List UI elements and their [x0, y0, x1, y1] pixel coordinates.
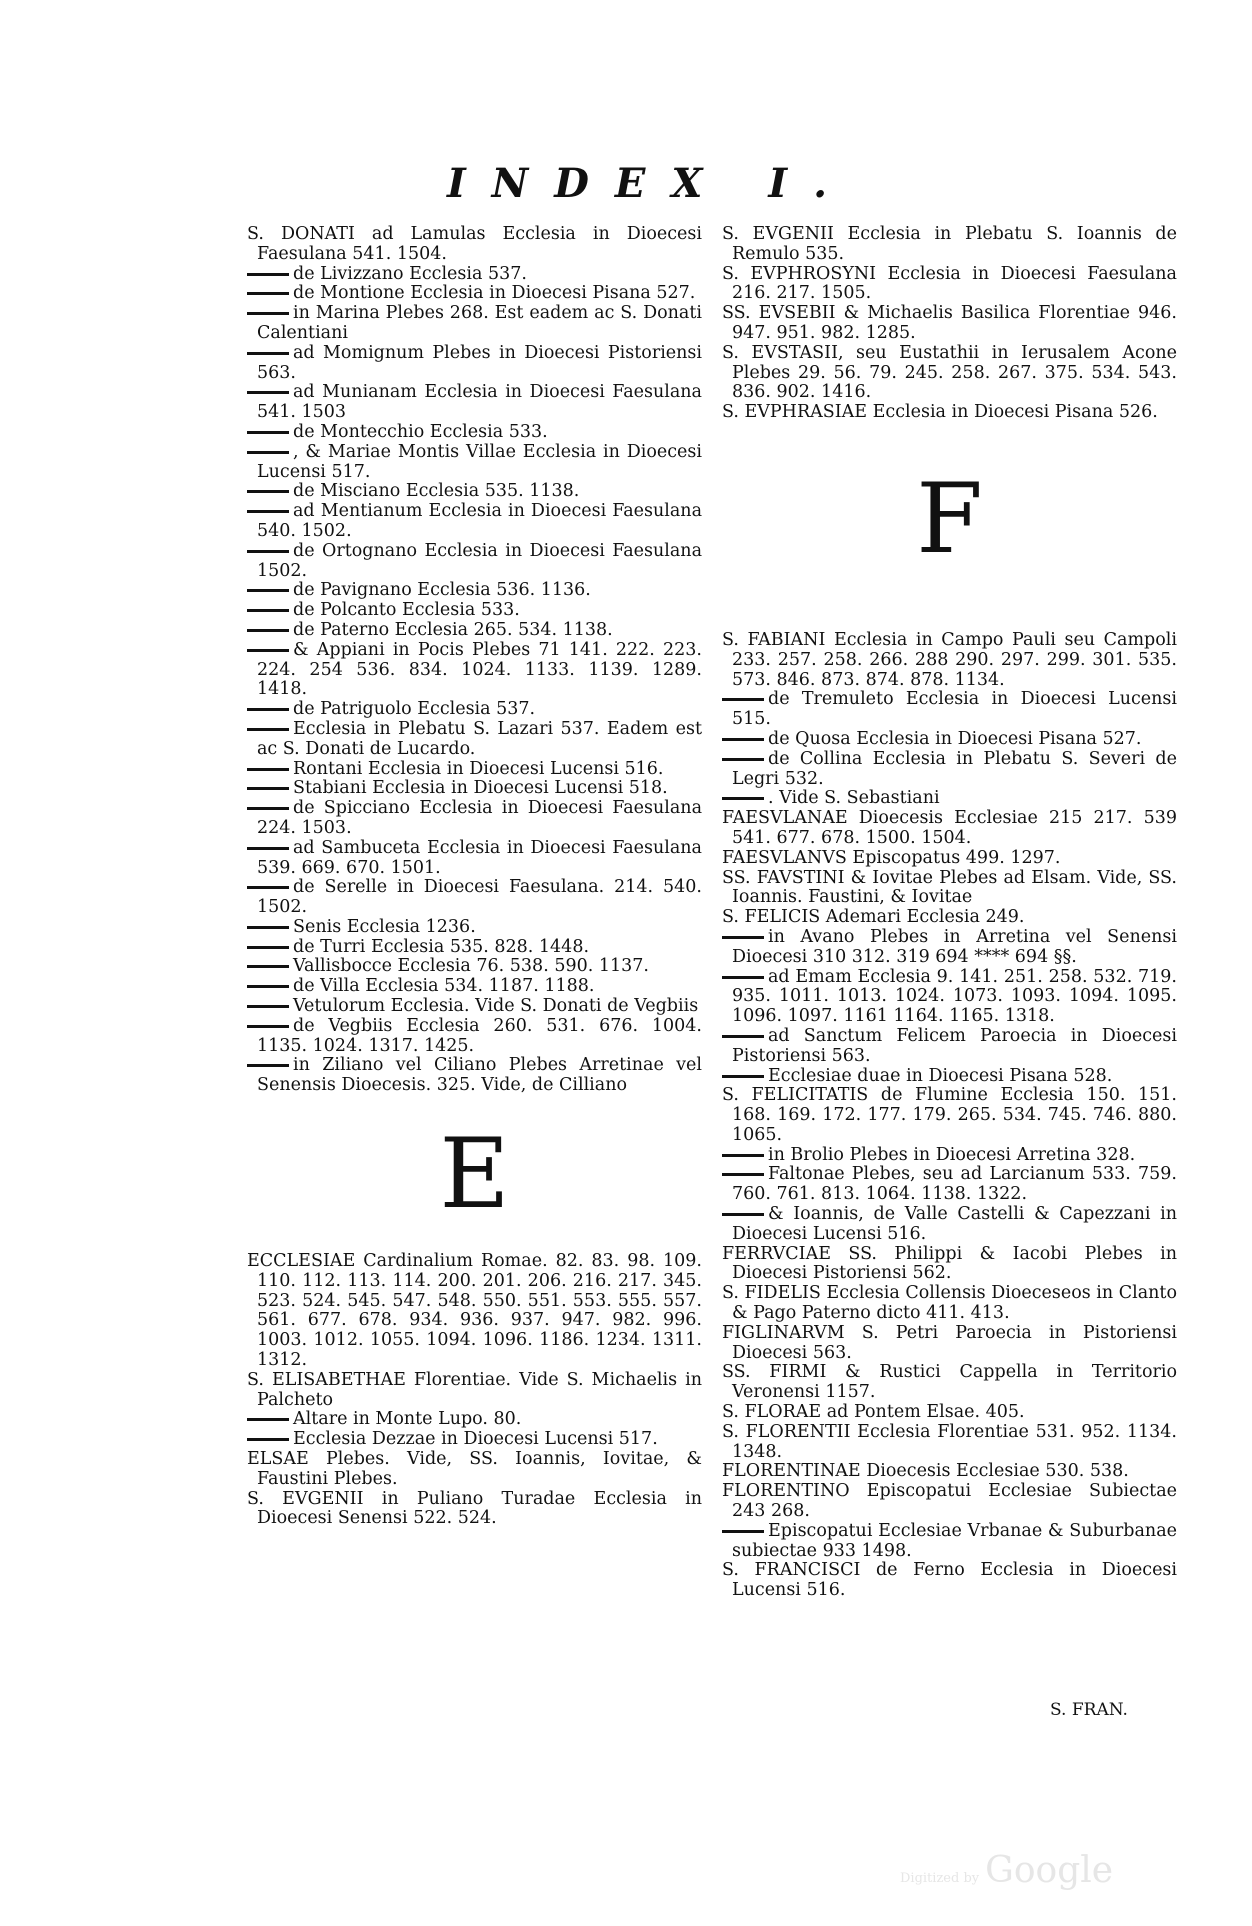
- ditto-dash: [247, 1025, 289, 1028]
- index-entry: [722, 1284, 1177, 1324]
- index-entry: [722, 908, 1177, 928]
- index-entry: [247, 225, 702, 265]
- entry-text: Senis Ecclesia 1236.: [293, 916, 476, 937]
- entry-text: de Montione Ecclesia in Dioecesi Pisana 527.: [293, 283, 696, 304]
- page-title: INDEX I.: [446, 160, 854, 207]
- index-entry: [722, 1561, 1177, 1601]
- index-entry: [722, 225, 1177, 265]
- entry-text: S. FELICITATIS de Flumine Ecclesia 150. 151. 168. 169. 172. 177. 179. 265. 534. 745. 746. 880. 1065.: [722, 1085, 1177, 1145]
- index-entry: [722, 1423, 1177, 1463]
- entry-text: Episcopatui Ecclesiae Vrbanae & Suburbanae subiectae 933 1498.: [732, 1520, 1177, 1561]
- left-entries: [247, 225, 702, 1096]
- ditto-dash: [722, 1173, 764, 1176]
- index-entry: [247, 938, 702, 958]
- entry-text: de Villa Ecclesia 534. 1187. 1188.: [293, 976, 595, 997]
- ditto-dash: [722, 738, 764, 741]
- entry-text: SS. FAVSTINI & Iovitae Plebes ad Elsam. Vide, SS. Ioannis. Faustini, & Iovitae: [722, 867, 1177, 908]
- index-entry: [722, 690, 1177, 730]
- catchword: S. FRAN.: [1050, 1700, 1128, 1720]
- entry-text: S. EVPHRASIAE Ecclesia in Dioecesi Pisana 526.: [722, 402, 1158, 423]
- entry-text: FERRVCIAE SS. Philippi & Iacobi Plebes in Dioecesi Pistoriensi 562.: [722, 1243, 1177, 1284]
- index-entry: [247, 977, 702, 997]
- entry-text: in Ziliano vel Ciliano Plebes Arretinae vel Senensis Dioecesis. 325. Vide, de Cilliano: [257, 1055, 702, 1096]
- entry-text: S. FRANCISCI de Ferno Ecclesia in Dioecesi Lucensi 516.: [722, 1560, 1177, 1601]
- entry-text: de Spicciano Ecclesia in Dioecesi Faesulana 224. 1503.: [257, 798, 702, 838]
- index-entry: [722, 1324, 1177, 1364]
- index-entry: [722, 403, 1177, 423]
- index-entry: [722, 1403, 1177, 1423]
- ditto-dash: [247, 490, 289, 493]
- entry-text: ad Emam Ecclesia 9. 141. 251. 258. 532. 719. 935. 1011. 1013. 1024. 1073. 1093. 1094. 1095. 1096. 1097. 1161 1164. 1165. 1318.: [732, 966, 1177, 1027]
- entry-text: , & Mariae Montis Villae Ecclesia in Dioecesi Lucensi 517.: [257, 441, 702, 482]
- entry-text: de Ortognano Ecclesia in Dioecesi Faesulana 1502.: [257, 540, 702, 581]
- index-entry: [722, 928, 1177, 968]
- ditto-dash: [722, 797, 764, 800]
- entry-text: Vetulorum Ecclesia. Vide S. Donati de Vegbiis: [293, 996, 699, 1017]
- ditto-dash: [247, 768, 289, 771]
- ditto-dash: [247, 273, 289, 276]
- ditto-dash: [722, 1075, 764, 1078]
- entry-text: Faltonae Plebes, seu ad Larcianum 533. 759. 760. 761. 813. 1064. 1138. 1322.: [732, 1164, 1177, 1205]
- ditto-dash: [247, 1064, 289, 1067]
- ditto-dash: [247, 787, 289, 790]
- index-entry: [722, 1146, 1177, 1166]
- entry-text: in Marina Plebes 268. Est eadem ac S. Donati Calentiani: [257, 303, 702, 343]
- index-entry: [722, 869, 1177, 909]
- index-entry: [722, 1165, 1177, 1205]
- entry-text: & Ioannis, de Valle Castelli & Capezzani in Dioecesi Lucensi 516.: [732, 1204, 1177, 1244]
- entry-text: FAESVLANVS Episcopatus 499. 1297.: [722, 847, 1061, 868]
- entry-text: S. FLORENTII Ecclesia Florentiae 531. 952. 1134. 1348.: [722, 1421, 1177, 1462]
- index-entry: [722, 1086, 1177, 1145]
- entry-text: S. FELICIS Ademari Ecclesia 249.: [722, 907, 1025, 928]
- left-e-entries: [247, 1252, 702, 1529]
- index-entry: [722, 1205, 1177, 1245]
- ditto-dash: [722, 758, 764, 761]
- section-letter-f: F: [916, 462, 983, 575]
- watermark-prefix: Digitized by: [900, 1871, 980, 1886]
- entry-text: ad Momignum Plebes in Dioecesi Pistoriensi 563.: [257, 342, 702, 383]
- index-entry: [247, 760, 702, 780]
- entry-text: SS. EVSEBII & Michaelis Basilica Florentiae 946. 947. 951. 982. 1285.: [722, 303, 1177, 343]
- entry-text: SS. FIRMI & Rustici Cappella in Territorio Veronensi 1157.: [722, 1362, 1177, 1403]
- index-entry: [722, 1482, 1177, 1522]
- index-entry: [247, 799, 702, 839]
- index-entry: [247, 265, 702, 285]
- entry-text: ad Sanctum Felicem Paroecia in Dioecesi Pistoriensi 563.: [732, 1025, 1177, 1066]
- right-entries: [722, 225, 1177, 423]
- ditto-dash: [247, 1418, 289, 1421]
- index-entry: [722, 750, 1177, 790]
- ditto-dash: [247, 352, 289, 355]
- ditto-dash: [247, 847, 289, 850]
- index-entry: [247, 957, 702, 977]
- index-entry: [722, 1245, 1177, 1285]
- index-entry: [722, 344, 1177, 403]
- entry-text: ECCLESIAE Cardinalium Romae. 82. 83. 98. 109. 110. 112. 113. 114. 200. 201. 206. 216. 217. 345. 523. 524. 545. 547. 548. 550. 551. 553. 555. 557. 561. 677. 678. 934. 936. 937. 947. 982. 996. 1003. 1012. 1055. 1094. 1096. 1186. 1234. 1311. 1312.: [247, 1251, 702, 1371]
- index-entry: [247, 581, 702, 601]
- left-column: [247, 225, 702, 1529]
- entry-text: ad Sambuceta Ecclesia in Dioecesi Faesulana 539. 669. 670. 1501.: [257, 837, 702, 878]
- entry-text: Stabiani Ecclesia in Dioecesi Lucensi 518.: [293, 778, 668, 799]
- entry-text: de Paterno Ecclesia 265. 534. 1138.: [293, 619, 613, 640]
- index-entry: [247, 621, 702, 641]
- section-letter-e: E: [439, 1118, 510, 1231]
- index-entry: [722, 265, 1177, 305]
- entry-text: Rontani Ecclesia in Dioecesi Lucensi 516.: [293, 758, 664, 779]
- ditto-dash: [247, 589, 289, 592]
- entry-text: . Vide S. Sebastiani: [768, 788, 940, 809]
- entry-text: de Collina Ecclesia in Plebatu S. Severi de Legri 532.: [732, 748, 1177, 789]
- index-entry: [247, 1430, 702, 1450]
- ditto-dash: [247, 629, 289, 632]
- ditto-dash: [247, 550, 289, 553]
- ditto-dash: [722, 1035, 764, 1038]
- entry-text: de Pavignano Ecclesia 536. 1136.: [293, 580, 591, 601]
- entry-text: Ecclesia in Plebatu S. Lazari 537. Eadem est ac S. Donati de Lucardo.: [257, 718, 702, 759]
- entry-text: S. FLORAE ad Pontem Elsae. 405.: [722, 1402, 1025, 1423]
- entry-text: de Tremuleto Ecclesia in Dioecesi Lucensi 515.: [732, 689, 1177, 730]
- index-entry: [722, 304, 1177, 344]
- index-entry: [247, 344, 702, 384]
- index-entry: [247, 284, 702, 304]
- index-entry: [247, 918, 702, 938]
- ditto-dash: [247, 391, 289, 394]
- entry-text: FIGLINARVM S. Petri Paroecia in Pistoriensi Dioecesi 563.: [722, 1322, 1177, 1363]
- entry-text: FAESVLANAE Dioecesis Ecclesiae 215 217. 539 541. 677. 678. 1500. 1504.: [722, 808, 1177, 848]
- ditto-dash: [722, 976, 764, 979]
- index-entry: [247, 601, 702, 621]
- entry-text: de Serelle in Dioecesi Faesulana. 214. 540. 1502.: [257, 877, 702, 918]
- index-entry: [722, 1522, 1177, 1562]
- ditto-dash: [247, 926, 289, 929]
- entry-text: Ecclesiae duae in Dioecesi Pisana 528.: [768, 1065, 1113, 1086]
- entry-text: de Montecchio Ecclesia 533.: [293, 421, 548, 442]
- entry-text: de Patriguolo Ecclesia 537.: [293, 699, 536, 720]
- index-entry: [247, 641, 702, 700]
- ditto-dash: [247, 807, 289, 810]
- ditto-dash: [722, 1530, 764, 1533]
- entry-text: S. EVGENII Ecclesia in Plebatu S. Ioannis de Remulo 535.: [722, 224, 1177, 264]
- entry-text: ELSAE Plebes. Vide, SS. Ioannis, Iovitae, & Faustini Plebes.: [247, 1449, 702, 1489]
- ditto-dash: [722, 1154, 764, 1157]
- index-entry: [722, 789, 1177, 809]
- entry-text: de Vegbiis Ecclesia 260. 531. 676. 1004. 1135. 1024. 1317. 1425.: [257, 1015, 702, 1056]
- index-entry: [247, 482, 702, 502]
- entry-text: FLORENTINO Episcopatui Ecclesiae Subiectae 243 268.: [722, 1481, 1177, 1522]
- entry-text: S. EVPHROSYNI Ecclesia in Dioecesi Faesulana 216. 217. 1505.: [722, 263, 1177, 304]
- entry-text: de Turri Ecclesia 535. 828. 1448.: [293, 936, 590, 957]
- entry-text: S. FABIANI Ecclesia in Campo Pauli seu Campoli 233. 257. 258. 266. 288 290. 297. 299. 301. 535. 573. 846. 873. 874. 878. 1134.: [722, 629, 1177, 690]
- ditto-dash: [247, 728, 289, 731]
- index-entry: [247, 1410, 702, 1430]
- entry-text: de Livizzano Ecclesia 537.: [293, 263, 527, 284]
- right-f-entries: [722, 631, 1177, 1601]
- ditto-dash: [247, 292, 289, 295]
- ditto-dash: [247, 708, 289, 711]
- entry-text: S. EVGENII in Puliano Turadae Ecclesia in Dioecesi Senensi 522. 524.: [247, 1488, 702, 1529]
- index-entry: [247, 1450, 702, 1490]
- ditto-dash: [247, 1005, 289, 1008]
- index-entry: [247, 502, 702, 542]
- entry-text: S. FIDELIS Ecclesia Collensis Dioeceseos in Clanto & Pago Paterno dicto 411. 413.: [722, 1283, 1177, 1324]
- ditto-dash: [247, 1438, 289, 1441]
- ditto-dash: [247, 649, 289, 652]
- ditto-dash: [247, 431, 289, 434]
- index-entry: [247, 304, 702, 344]
- entry-text: & Appiani in Pocis Plebes 71 141. 222. 223. 224. 254 536. 834. 1024. 1133. 1139. 1289. 1418.: [257, 639, 702, 700]
- index-entry: [247, 839, 702, 879]
- entry-text: ad Munianam Ecclesia in Dioecesi Faesulana 541. 1503: [257, 382, 702, 423]
- index-entry: [247, 997, 702, 1017]
- index-entry: [247, 1017, 702, 1057]
- ditto-dash: [247, 886, 289, 889]
- ditto-dash: [247, 609, 289, 612]
- ditto-dash: [722, 698, 764, 701]
- ditto-dash: [247, 312, 289, 315]
- entry-text: in Brolio Plebes in Dioecesi Arretina 328.: [768, 1144, 1136, 1165]
- entry-text: de Polcanto Ecclesia 533.: [293, 600, 520, 621]
- index-entry: [722, 1027, 1177, 1067]
- entry-text: FLORENTINAE Dioecesis Ecclesiae 530. 538.: [722, 1461, 1129, 1482]
- index-entry: [722, 849, 1177, 869]
- ditto-dash: [247, 451, 289, 454]
- index-entry: [722, 1067, 1177, 1087]
- index-entry: [722, 809, 1177, 849]
- entry-text: S. ELISABETHAE Florentiae. Vide S. Michaelis in Palcheto: [247, 1369, 702, 1410]
- index-entry: [247, 700, 702, 720]
- entry-text: Ecclesia Dezzae in Dioecesi Lucensi 517.: [293, 1429, 658, 1450]
- index-entry: [247, 1252, 702, 1371]
- index-entry: [247, 1371, 702, 1411]
- index-entry: [247, 878, 702, 918]
- index-entry: [722, 968, 1177, 1027]
- index-entry: [722, 1462, 1177, 1482]
- watermark-text: Google: [985, 1850, 1114, 1891]
- index-entry: [247, 720, 702, 760]
- index-entry: [722, 631, 1177, 690]
- entry-text: ad Mentianum Ecclesia in Dioecesi Faesulana 540. 1502.: [257, 501, 702, 541]
- right-column: [722, 225, 1177, 1601]
- index-entry: [247, 443, 702, 483]
- entry-text: in Avano Plebes in Arretina vel Senensi Dioecesi 310 312. 319 694 **** 694 §§.: [732, 926, 1177, 967]
- index-entry: [247, 779, 702, 799]
- entry-text: Vallisbocce Ecclesia 76. 538. 590. 1137.: [293, 956, 649, 977]
- index-entry: [247, 542, 702, 582]
- ditto-dash: [722, 1213, 764, 1216]
- ditto-dash: [247, 946, 289, 949]
- entry-text: de Quosa Ecclesia in Dioecesi Pisana 527.: [768, 728, 1142, 749]
- ditto-dash: [247, 985, 289, 988]
- watermark-logo: [900, 1850, 1113, 1891]
- ditto-dash: [722, 936, 764, 939]
- ditto-dash: [247, 510, 289, 513]
- entry-text: S. DONATI ad Lamulas Ecclesia in Dioecesi Faesulana 541. 1504.: [247, 224, 702, 264]
- entry-text: S. EVSTASII, seu Eustathii in Ierusalem Acone Plebes 29. 56. 79. 245. 258. 267. 375. 534. 543. 836. 902. 1416.: [722, 342, 1177, 403]
- index-entry: [722, 1363, 1177, 1403]
- index-entry: [247, 383, 702, 423]
- index-entry: [247, 423, 702, 443]
- index-entry: [247, 1490, 702, 1530]
- index-entry: [722, 730, 1177, 750]
- ditto-dash: [247, 965, 289, 968]
- entry-text: de Misciano Ecclesia 535. 1138.: [293, 481, 580, 502]
- index-entry: [247, 1056, 702, 1096]
- entry-text: Altare in Monte Lupo. 80.: [293, 1409, 522, 1430]
